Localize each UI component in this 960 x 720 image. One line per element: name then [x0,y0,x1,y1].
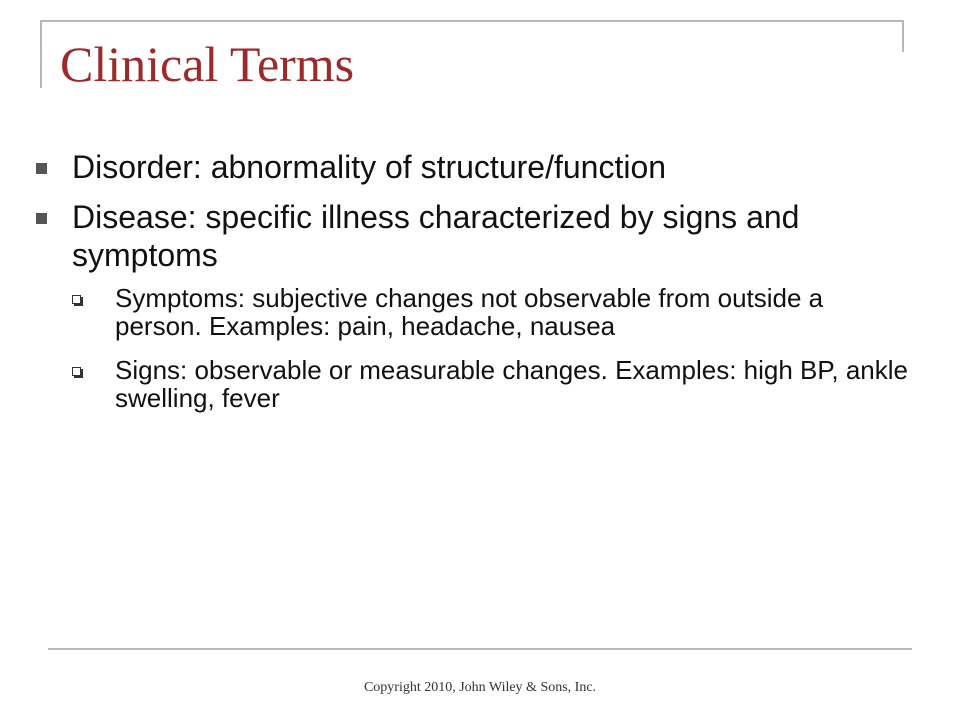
sub-bullet-list [72,284,916,412]
bullet-disease [36,198,916,412]
sub-bullet-signs-text: Signs: observable or measurable changes. Examples: high BP, ankle swelling, fever [115,355,908,413]
sub-bullet-signs [72,356,916,412]
bullet-list [36,148,916,428]
slide-title: Clinical Terms [60,36,355,92]
sub-bullet-symptoms [72,284,916,340]
square-bullet-icon [36,213,47,224]
bullet-disease-text: Disease: specific illness characterized by signs and symptoms [72,199,800,273]
hollow-square-bullet-icon [72,295,81,304]
frame-bottom-line [48,648,912,650]
bullet-disorder [36,148,916,186]
hollow-square-bullet-icon [72,367,81,376]
copyright-footer: Copyright 2010, John Wiley & Sons, Inc. [363,680,597,695]
frame-top-line [40,20,904,22]
square-bullet-icon [36,163,47,174]
frame-right-line [902,20,904,52]
frame-left-line [40,20,42,88]
bullet-disorder-text: Disorder: abnormality of structure/function [72,149,667,185]
sub-bullet-symptoms-text: Symptoms: subjective changes not observable from outside a person. Examples: pain, headache, nausea [115,283,824,341]
